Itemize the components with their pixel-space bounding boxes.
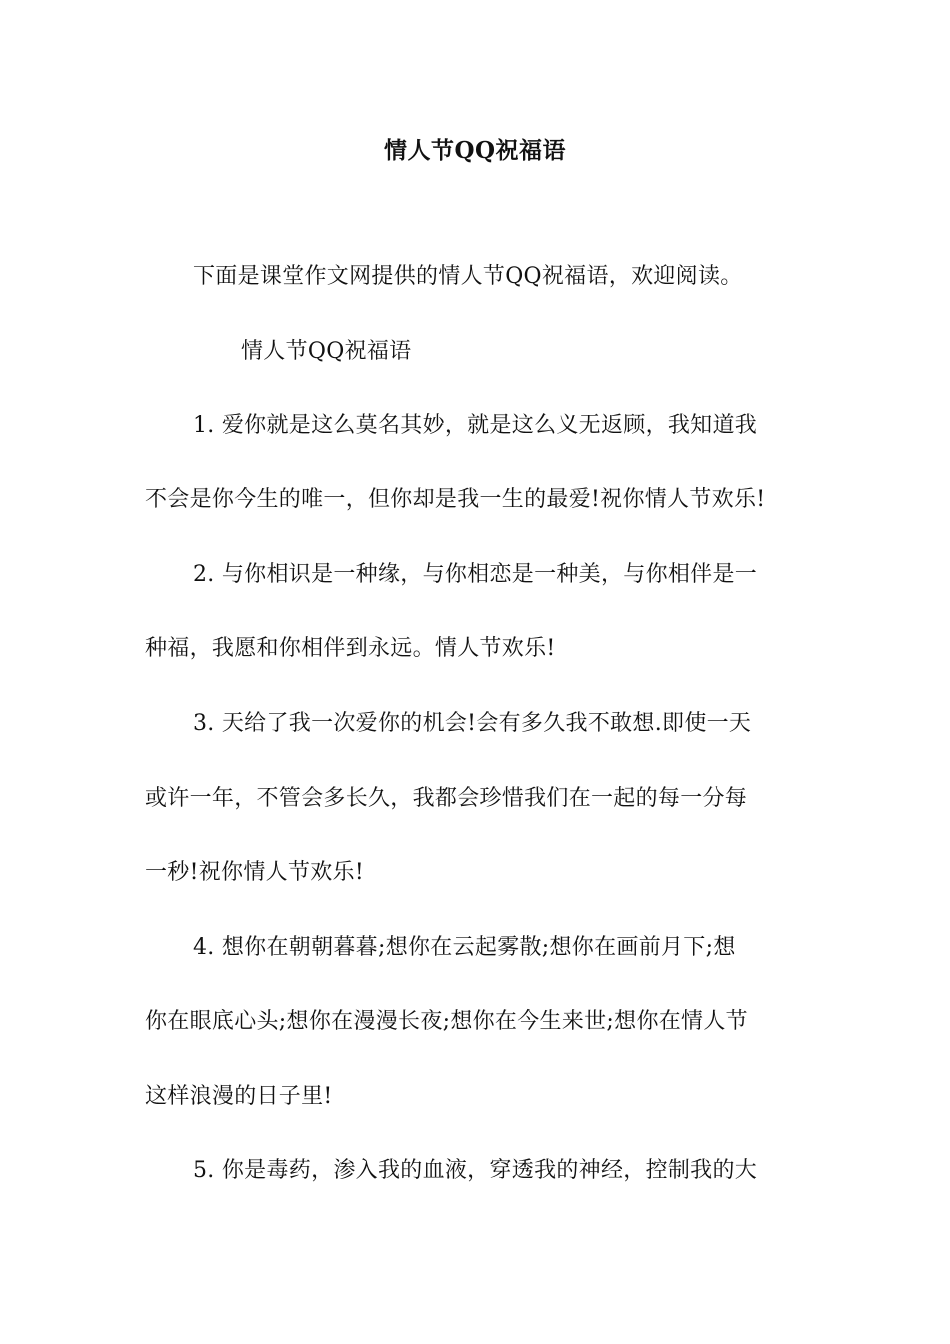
paragraph-line: 或许一年，不管会多长久，我都会珍惜我们在一起的每一分每 [145,786,748,811]
paragraph-line: 2. 与你相识是一种缘，与你相恋是一种美，与你相伴是一 [193,562,758,587]
paragraph-line: 5. 你是毒药，渗入我的血液，穿透我的神经，控制我的大 [193,1158,758,1183]
paragraph-line: 你在眼底心头;想你在漫漫长夜;想你在今生来世;想你在情人节 [145,1009,748,1034]
section-heading: 情人节QQ祝福语 [241,339,412,364]
paragraph-line: 4. 想你在朝朝暮暮;想你在云起雾散;想你在画前月下;想 [193,935,736,960]
paragraph-line: 1. 爱你就是这么莫名其妙，就是这么义无返顾，我知道我 [193,413,758,438]
paragraph-line: 种福，我愿和你相伴到永远。情人节欢乐! [145,636,556,661]
paragraph-line: 一秒!祝你情人节欢乐! [145,860,364,885]
intro-line: 下面是课堂作文网提供的情人节QQ祝福语，欢迎阅读。 [193,264,743,289]
paragraph-line: 这样浪漫的日子里! [145,1084,333,1109]
document-title: 情人节QQ祝福语 [383,137,567,164]
paragraph-line: 3. 天给了我一次爱你的机会!会有多久我不敢想.即使一天 [193,711,752,736]
paragraph-line: 不会是你今生的唯一，但你却是我一生的最爱!祝你情人节欢乐! [145,487,766,512]
